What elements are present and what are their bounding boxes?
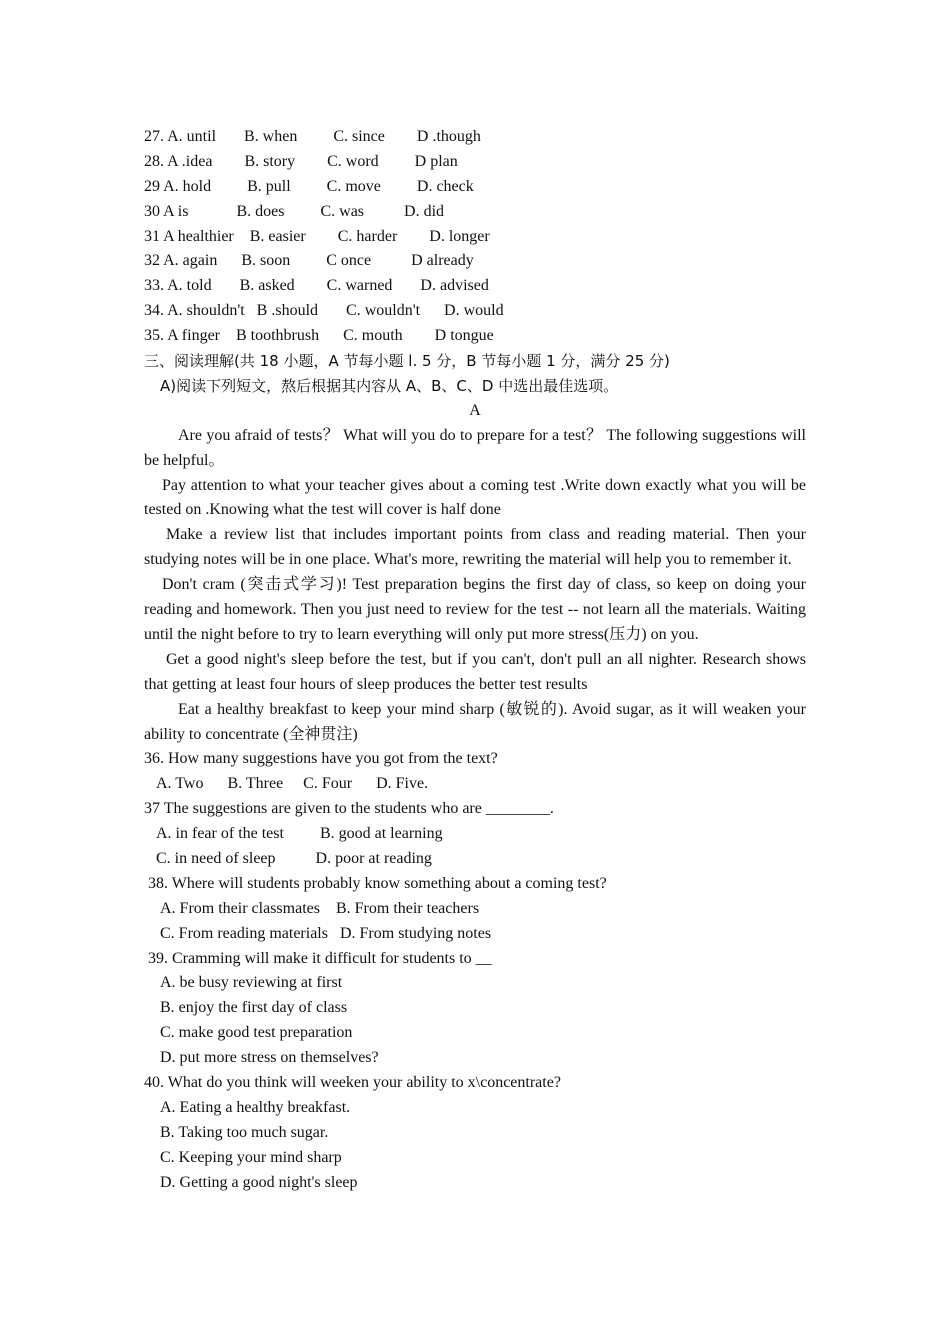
passage-paragraph-4: Don't cram (突击式学习)! Test preparation begins the first day of class, so keep on doing your reading and homework. Then you just need to review for the test -- not learn all the materials. Waiting until the night before to try to learn everything will only put more stress(压力) on you. xyxy=(144,576,806,643)
question-stem: 37 The suggestions are given to the students who are ________. xyxy=(144,800,554,818)
cloze-options-list xyxy=(144,125,806,349)
question-option-c: C. make good test preparation xyxy=(160,1024,353,1042)
passage-paragraph-2: Pay attention to what your teacher gives about a coming test .Write down exactly what you will be tested on .Knowing what the test will cover is half done xyxy=(144,476,806,519)
cloze-option-row-34: 34. A. shouldn't B .should C. wouldn't D. would xyxy=(144,302,504,320)
question-option-a: A. be busy reviewing at first xyxy=(160,974,343,992)
question-options: A. Two B. Three C. Four D. Five. xyxy=(156,775,429,793)
question-options: A. in fear of the test B. good at learning xyxy=(156,825,443,843)
passage-paragraph-5: Get a good night's sleep before the test, but if you can't, don't pull an all nighter. Research shows that getting at least four hours of sleep produces the better test results xyxy=(144,650,806,693)
question-options: A. From their classmates B. From their teachers xyxy=(160,899,480,917)
passage-paragraph-3: Make a review list that includes important points from class and reading material. Then your studying notes will be in one place. What's more, rewriting the material will help you to remember it. xyxy=(144,526,806,569)
cloze-option-row-30: 30 A is B. does C. was D. did xyxy=(144,202,445,220)
question-stem: 40. What do you think will weeken your ability to x\concentrate? xyxy=(144,1074,561,1092)
question-40 xyxy=(144,1071,806,1195)
question-option-d: D. put more stress on themselves? xyxy=(160,1049,379,1067)
passage-paragraph-6: Eat a healthy breakfast to keep your mind sharp (敏锐的). Avoid sugar, as it will weaken your ability to concentrate (全神贯注) xyxy=(144,700,806,743)
cloze-option-row-35: 35. A finger B toothbrush C. mouth D tongue xyxy=(144,327,494,345)
exam-page xyxy=(144,125,806,1196)
question-options: C. From reading materials D. From studying notes xyxy=(160,924,492,942)
question-37 xyxy=(144,797,806,872)
question-stem: 36. How many suggestions have you got from the text? xyxy=(144,750,498,768)
question-option-d: D. Getting a good night's sleep xyxy=(160,1173,358,1191)
question-option-b: B. enjoy the first day of class xyxy=(160,999,348,1017)
question-stem: 38. Where will students probably know something about a coming test? xyxy=(148,874,607,892)
cloze-option-row-33: 33. A. told B. asked C. warned D. advised xyxy=(144,277,489,295)
cloze-option-row-31: 31 A healthier B. easier C. harder D. longer xyxy=(144,227,490,245)
question-38 xyxy=(144,872,806,947)
question-option-a: A. Eating a healthy breakfast. xyxy=(160,1098,351,1116)
question-option-b: B. Taking too much sugar. xyxy=(160,1123,329,1141)
question-stem: 39. Cramming will make it difficult for students to __ xyxy=(148,949,492,967)
question-options: C. in need of sleep D. poor at reading xyxy=(156,850,432,868)
cloze-option-row-29: 29 A. hold B. pull C. move D. check xyxy=(144,177,474,195)
section-instruction: A)阅读下列短文，熬后根据其内容从 A、B、C、D 中选出最佳选项。 xyxy=(160,376,619,395)
cloze-option-row-32: 32 A. again B. soon C once D already xyxy=(144,252,474,270)
passage-label: A xyxy=(469,401,481,419)
question-option-c: C. Keeping your mind sharp xyxy=(160,1148,342,1166)
question-39 xyxy=(144,947,806,1071)
passage-paragraph-1: Are you afraid of tests？ What will you do to prepare for a test？ The following suggestions will be helpful。 xyxy=(144,426,806,469)
reading-passage xyxy=(144,424,806,748)
cloze-option-row-28: 28. A .idea B. story C. word D plan xyxy=(144,152,458,170)
question-36 xyxy=(144,747,806,797)
cloze-option-row-27: 27. A. until B. when C. since D .though xyxy=(144,128,481,145)
section-header: 三、阅读理解(共 18 小题，A 节每小题 l. 5 分，B 节每小题 1 分，满分 25 分) xyxy=(144,352,670,371)
